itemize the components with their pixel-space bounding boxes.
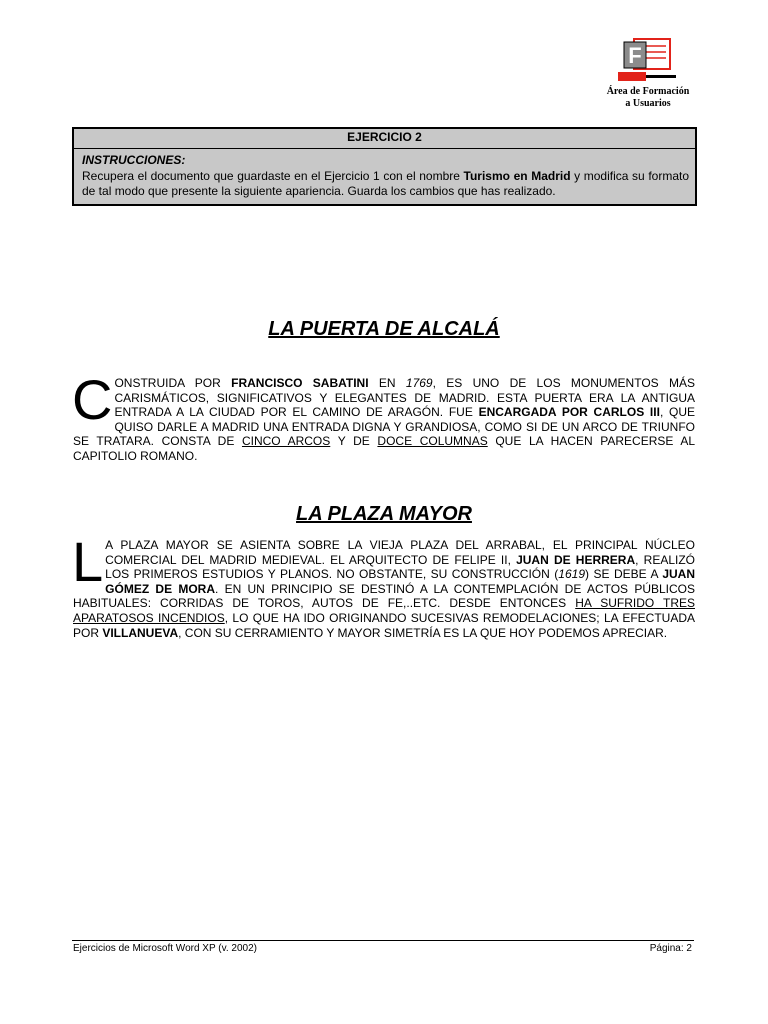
- instructions-text-start: Recupera el documento que guardaste en el Ejercicio 1 con el nombre: [82, 169, 464, 183]
- exercise-box: [72, 127, 697, 206]
- bold-text: ENCARGADA POR CARLOS III: [478, 405, 660, 420]
- drop-cap: L: [72, 530, 104, 593]
- bold-text: JUAN DE HERRERA: [516, 552, 636, 567]
- footer-page-number: Página: 2: [649, 943, 692, 954]
- footer-document-name: Ejercicios de Microsoft Word XP (v. 2002): [73, 943, 257, 954]
- bold-text: VILLANUEVA: [102, 625, 179, 640]
- bold-text: JUAN GÓMEZ DE MORA: [105, 567, 695, 596]
- text-run: . EN UN PRINCIPIO SE DESTINÓ A LA CONTEMPLACIÓN DE ACTOS PÚBLICOS HABITUALES: CORRIDAS DE TOROS, AUTOS DE FE,..ETC. DESDE ENTONCES: [73, 581, 695, 611]
- text-run: , LO QUE HA IDO ORIGINANDO SUCESIVAS REMODELACIONES; LA EFECTUADA POR: [73, 610, 695, 640]
- underlined-text: CINCO ARCOS: [241, 434, 331, 449]
- text-run: ONSTRUIDA POR: [114, 376, 232, 390]
- drop-cap: C: [72, 368, 113, 431]
- paragraph-text: [72, 530, 696, 640]
- text-run: ) SE DEBE A: [585, 567, 663, 582]
- file-name: Turismo en Madrid: [463, 169, 571, 183]
- section-title-puerta-alcala: LA PUERTA DE ALCALÁ: [268, 318, 500, 340]
- book-logo-icon: [616, 36, 680, 84]
- footer-divider: [72, 940, 694, 941]
- paragraph-puerta-alcala: [72, 368, 696, 464]
- logo-text: [600, 86, 696, 110]
- logo-letter: F: [628, 43, 642, 68]
- text-run: Y DE: [330, 434, 378, 449]
- exercise-title: EJERCICIO 2: [74, 129, 695, 149]
- italic-text: 1619: [558, 567, 585, 582]
- logo-line2: a Usuarios: [625, 98, 671, 109]
- text-run: EN: [368, 376, 406, 390]
- bold-text: FRANCISCO SABATINI: [231, 376, 369, 390]
- underlined-text: DOCE COLUMNAS: [377, 434, 488, 449]
- text-run: QUE LA HACEN PARECERSE AL CAPITOLIO ROMANO.: [73, 434, 696, 463]
- text-run: , REALIZÓ LOS PRIMEROS ESTUDIOS Y PLANOS. NO OBSTANTE, SU CONSTRUCCIÓN (: [105, 552, 696, 582]
- instructions-label: INSTRUCCIONES:: [82, 153, 186, 167]
- paragraph-plaza-mayor: [72, 530, 696, 640]
- italic-text: 1769: [405, 376, 433, 390]
- logo: [600, 36, 696, 110]
- text-run: , QUE QUISO DARLE A MADRID UNA ENTRADA DIGNA Y GRANDIOSA, COMO SI DE UN ARCO DE TRIUNFO SE TRATARA. CONSTA DE: [73, 405, 695, 449]
- logo-line1: Área de Formación: [606, 86, 690, 97]
- text-run: A PLAZA MAYOR SE ASIENTA SOBRE LA VIEJA PLAZA DEL ARRABAL, EL PRINCIPAL NÚCLEO COMERCIAL DEL MADRID MEDIEVAL. EL ARQUITECTO DE FELIPE II,: [105, 538, 695, 567]
- exercise-body: [74, 149, 695, 204]
- underlined-text: HA SUFRIDO TRES APARATOSOS INCENDIOS: [73, 596, 695, 625]
- paragraph-text: [72, 368, 696, 463]
- text-run: , ES UNO DE LOS MONUMENTOS MÁS CARISMÁTICOS, SIGNIFICATIVOS Y ELEGANTES DE MADRID. ESTA PUERTA ERA LA ANTIGUA ENTRADA A LA CIUDAD POR EL CAMINO DE ARAGÓN. FUE: [114, 376, 696, 420]
- section-title-plaza-mayor: LA PLAZA MAYOR: [296, 503, 472, 525]
- text-run: , CON SU CERRAMIENTO Y MAYOR SIMETRÍA ES LA QUE HOY PODEMOS APRECIAR.: [178, 625, 668, 640]
- instructions-text: [82, 169, 689, 199]
- instructions-text-end: y modifica su formato de tal modo que presente la siguiente apariencia. Guarda los cambios que has realizado.: [82, 169, 690, 198]
